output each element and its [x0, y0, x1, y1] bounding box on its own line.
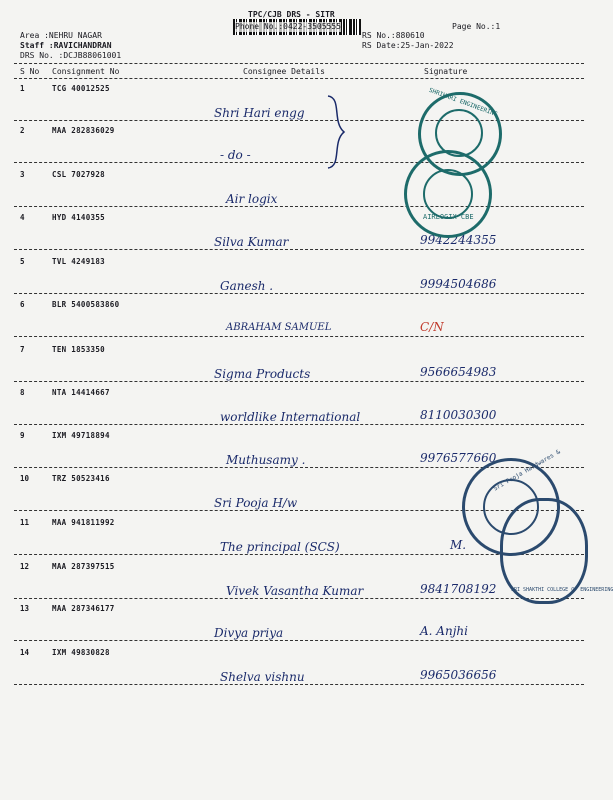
- consignee-handwriting: Muthusamy .: [226, 453, 306, 467]
- consignment-number: BLR 5400583860: [52, 300, 120, 309]
- row-number: 10: [20, 474, 30, 483]
- consignee-handwriting: The principal (SCS): [220, 540, 340, 554]
- document-title: TPC/CJB DRS - SITR: [248, 10, 335, 19]
- column-header-consignment: Consignment No: [52, 67, 120, 76]
- consignment-number: CSL 7027928: [52, 170, 105, 179]
- stamp-college-text: SRI SHAKTHI COLLEGE OF ENGINEERING: [511, 587, 613, 593]
- signature-handwriting: 9942244355: [420, 233, 497, 247]
- consignment-number: TEN 1853350: [52, 345, 105, 354]
- signature-handwriting: A. Anjhi: [420, 624, 468, 638]
- consignee-handwriting: worldlike International: [220, 410, 361, 424]
- consignee-handwriting: Sri Pooja H/w: [214, 496, 298, 510]
- row-number: 6: [20, 300, 25, 309]
- row-number: 9: [20, 431, 25, 440]
- header-divider: [14, 63, 584, 64]
- signature-handwriting: 9841708192: [420, 582, 497, 596]
- signature-handwriting: 9965036656: [420, 668, 497, 682]
- consignment-number: MAA 282836029: [52, 126, 115, 135]
- stamp-shrihari-text: SHRIHARI ENGINEERING: [427, 86, 499, 119]
- page-number: Page No.:1: [452, 22, 501, 31]
- consignment-number: HYD 4140355: [52, 213, 105, 222]
- row-divider: [14, 598, 584, 599]
- row-number: 11: [20, 518, 30, 527]
- stamp-airlogix-text: AIRLOGIX CBE: [423, 213, 474, 221]
- consignee-handwriting: ABRAHAM SAMUEL: [226, 322, 332, 333]
- consignee-handwriting: Sigma Products: [214, 367, 311, 381]
- row-number: 8: [20, 388, 25, 397]
- consignment-number: MAA 287397515: [52, 562, 115, 571]
- column-header-consignee: Consignee Details: [243, 67, 325, 76]
- rs-date: RS Date:25-Jan-2022: [362, 41, 454, 50]
- row-number: 12: [20, 562, 30, 571]
- signature-handwriting: 9566654983: [420, 365, 497, 379]
- row-divider: [14, 293, 584, 294]
- row-number: 5: [20, 257, 25, 266]
- consignee-handwriting: Divya priya: [214, 626, 284, 640]
- row-divider: [14, 640, 584, 641]
- row-number: 7: [20, 345, 25, 354]
- drs-number: DRS No. :DCJB88061001: [20, 51, 122, 60]
- staff-field: Staff :RAVICHANDRAN: [20, 41, 112, 50]
- consignee-handwriting: Silva Kumar: [214, 235, 289, 249]
- signature-handwriting: M.: [450, 538, 467, 552]
- stamp-college: [500, 498, 613, 604]
- signature-handwriting: 9994504686: [420, 277, 497, 291]
- consignment-number: TCG 40012525: [52, 84, 110, 93]
- column-header-divider: [14, 78, 584, 79]
- consignment-number: TVL 4249183: [52, 257, 105, 266]
- rs-number: RS No.:880610: [362, 31, 425, 40]
- signature-handwriting: 8110030300: [420, 408, 497, 422]
- stamp-pooja-text: Sri Pooja Hardwares &: [492, 448, 562, 493]
- phone-number: Phone No.:0422-3505555: [235, 22, 341, 31]
- area-field: Area :NEHRU NAGAR: [20, 31, 102, 40]
- row-number: 4: [20, 213, 25, 222]
- row-divider: [14, 249, 584, 250]
- handwritten-brace: [322, 92, 352, 172]
- row-number: 13: [20, 604, 30, 613]
- consignee-handwriting: - do -: [220, 148, 251, 162]
- consignment-number: MAA 287346177: [52, 604, 115, 613]
- row-number: 2: [20, 126, 25, 135]
- row-divider: [14, 336, 584, 337]
- row-number: 1: [20, 84, 25, 93]
- consignee-handwriting: Vivek Vasantha Kumar: [226, 584, 364, 598]
- consignee-handwriting: Shelva vishnu: [220, 670, 305, 684]
- stamp-airlogix: [404, 150, 492, 238]
- signature-handwriting: C/N: [420, 320, 444, 334]
- signature-handwriting: 9976577660: [420, 451, 497, 465]
- consignee-handwriting: Ganesh .: [220, 279, 274, 293]
- consignment-number: MAA 941811992: [52, 518, 115, 527]
- row-number: 14: [20, 648, 30, 657]
- row-divider: [14, 684, 584, 685]
- row-number: 3: [20, 170, 25, 179]
- consignment-number: IXM 49830828: [52, 648, 110, 657]
- row-divider: [14, 162, 584, 163]
- row-divider: [14, 381, 584, 382]
- column-header-signature: Signature: [424, 67, 468, 76]
- consignment-number: NTA 14414667: [52, 388, 110, 397]
- consignee-handwriting: Shri Hari engg: [214, 106, 305, 120]
- row-divider: [14, 424, 584, 425]
- consignee-handwriting: Air logix: [226, 192, 278, 206]
- row-divider: [14, 206, 584, 207]
- consignment-number: IXM 49718894: [52, 431, 110, 440]
- column-header-sno: S No: [20, 67, 40, 76]
- consignment-number: TRZ 50523416: [52, 474, 110, 483]
